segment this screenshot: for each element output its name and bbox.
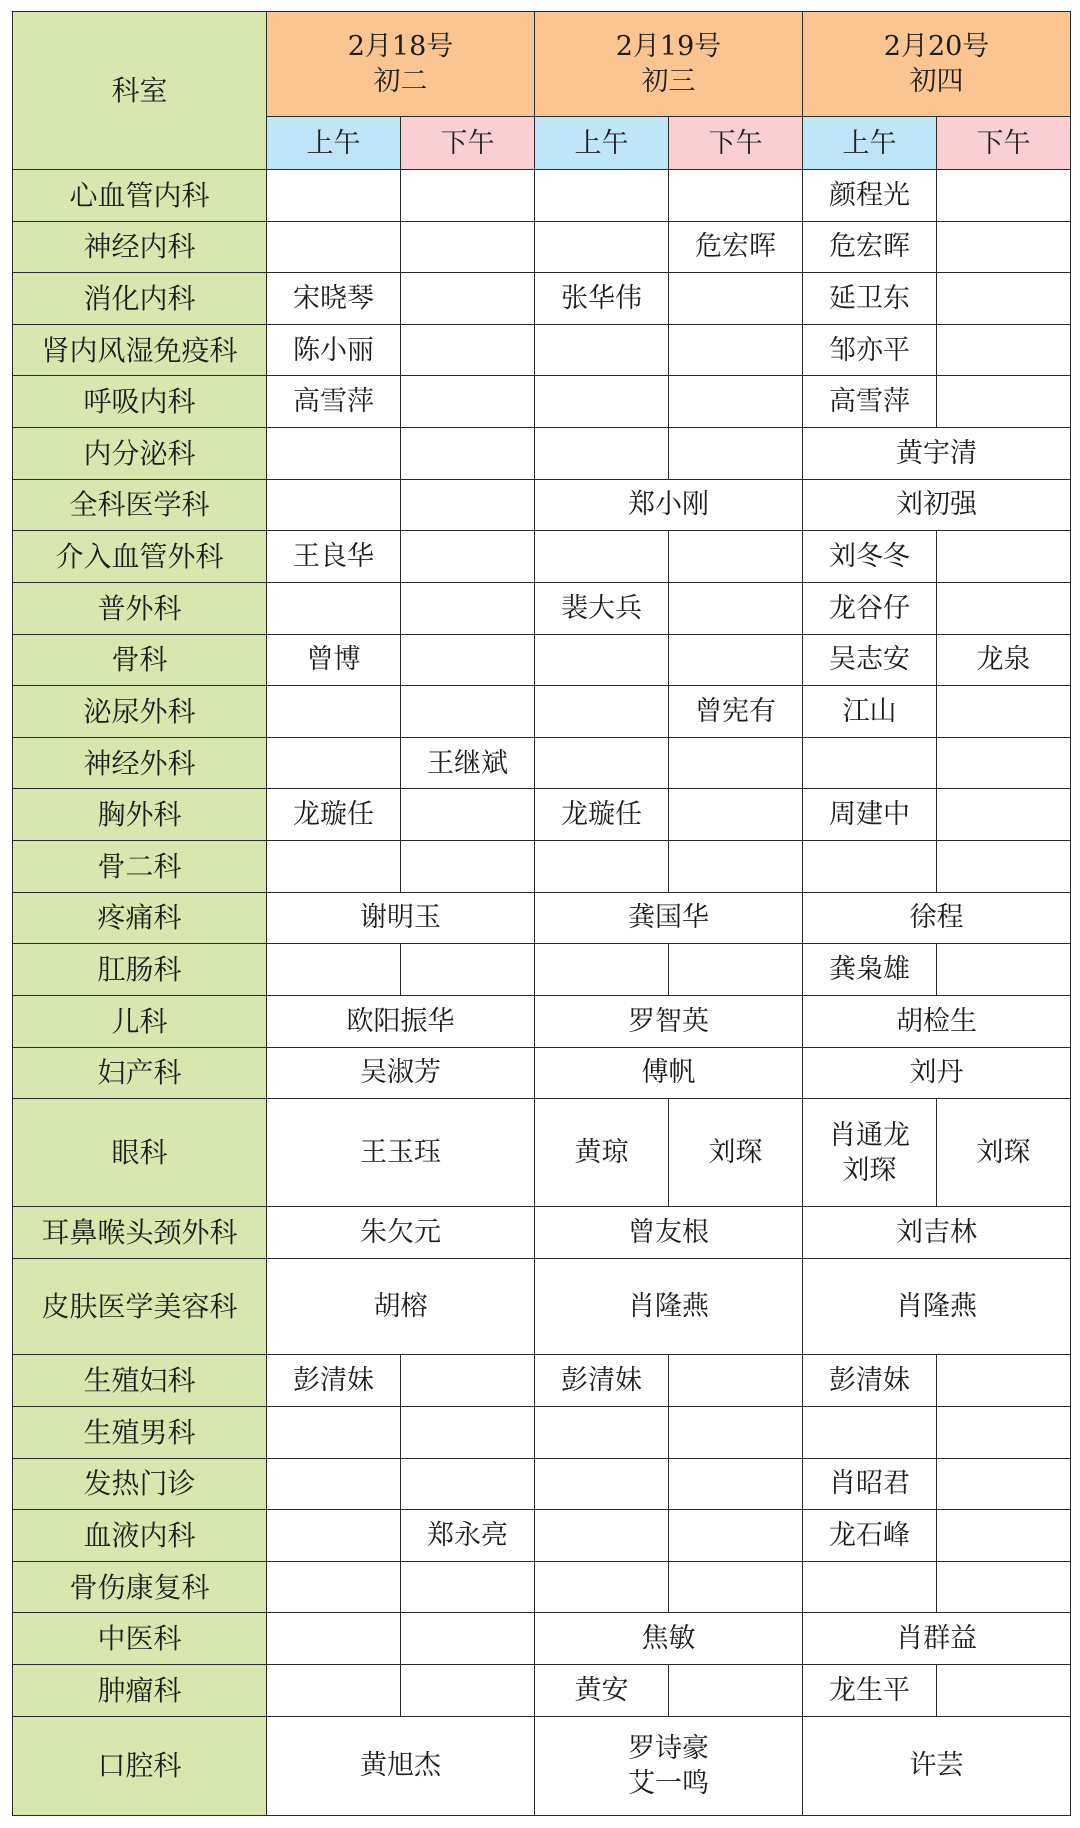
doctor-cell	[535, 1561, 669, 1613]
department-name: 介入血管外科	[13, 531, 267, 583]
doctor-cell	[937, 1099, 1071, 1207]
doctor-name: 刘吉林	[896, 1217, 978, 1249]
doctor-name: 龙谷仔	[829, 592, 911, 624]
doctor-cell	[535, 1613, 803, 1665]
doctor-name: 肖隆燕	[896, 1291, 978, 1323]
morning-header: 上午	[803, 117, 937, 170]
schedule-row	[13, 1099, 1071, 1207]
doctor-cell	[535, 324, 669, 376]
doctor-cell	[267, 944, 401, 996]
schedule-row	[13, 1207, 1071, 1259]
doctor-name: 龙石峰	[829, 1519, 911, 1551]
doctor-cell	[401, 273, 535, 325]
doctor-name: 彭清妹	[293, 1365, 374, 1397]
doctor-name: 胡榕	[373, 1291, 428, 1323]
doctor-cell	[267, 582, 401, 634]
doctor-name: 艾一鸣	[628, 1767, 710, 1799]
doctor-cell	[669, 582, 803, 634]
doctor-name: 延卫东	[829, 282, 911, 314]
doctor-cell	[803, 1716, 1071, 1815]
lunar-date-label: 初二	[373, 66, 428, 98]
doctor-name: 吴淑芳	[360, 1057, 441, 1089]
schedule-row	[13, 944, 1071, 996]
schedule-row	[13, 479, 1071, 531]
schedule-row	[13, 1259, 1071, 1355]
doctor-cell	[267, 428, 401, 480]
doctor-cell	[535, 1047, 803, 1099]
doctor-cell	[535, 737, 669, 789]
doctor-cell	[267, 1099, 535, 1207]
doctor-cell	[937, 1406, 1071, 1458]
department-name: 呼吸内科	[13, 376, 267, 428]
doctor-cell	[669, 686, 803, 738]
doctor-cell	[401, 169, 535, 221]
doctor-cell	[267, 531, 401, 583]
doctor-cell	[401, 944, 535, 996]
department-name: 口腔科	[13, 1716, 267, 1815]
doctor-name: 黄琼	[574, 1137, 629, 1169]
doctor-cell	[803, 324, 937, 376]
doctor-cell	[267, 1406, 401, 1458]
doctor-cell	[937, 1665, 1071, 1717]
doctor-cell	[401, 1458, 535, 1510]
doctor-cell	[401, 1406, 535, 1458]
doctor-cell	[803, 686, 937, 738]
schedule-row	[13, 1458, 1071, 1510]
doctor-cell	[401, 582, 535, 634]
doctor-cell	[267, 686, 401, 738]
doctor-cell	[803, 273, 937, 325]
department-name: 骨二科	[13, 841, 267, 893]
doctor-cell	[937, 634, 1071, 686]
doctor-cell	[535, 634, 669, 686]
department-name: 中医科	[13, 1613, 267, 1665]
doctor-name: 江山	[842, 695, 897, 727]
date-header-2	[535, 12, 803, 117]
doctor-cell	[267, 376, 401, 428]
doctor-cell	[669, 1458, 803, 1510]
department-name: 神经外科	[13, 737, 267, 789]
doctor-name: 龙生平	[829, 1674, 911, 1706]
doctor-name: 彭清妹	[561, 1365, 643, 1397]
doctor-name: 周建中	[829, 799, 911, 831]
morning-header: 上午	[535, 117, 669, 170]
doctor-cell	[267, 1458, 401, 1510]
doctor-cell	[535, 841, 669, 893]
doctor-name: 危宏晖	[695, 231, 777, 263]
doctor-cell	[669, 1665, 803, 1717]
doctor-name: 许芸	[909, 1750, 964, 1782]
doctor-name: 傅帆	[641, 1057, 696, 1089]
doctor-cell	[267, 1561, 401, 1613]
department-name: 疼痛科	[13, 892, 267, 944]
schedule-row	[13, 1406, 1071, 1458]
schedule-row	[13, 324, 1071, 376]
doctor-name: 朱欠元	[360, 1217, 441, 1249]
schedule-row	[13, 841, 1071, 893]
doctor-cell	[669, 221, 803, 273]
schedule-row	[13, 376, 1071, 428]
doctor-cell	[535, 479, 803, 531]
schedule-row	[13, 169, 1071, 221]
doctor-name: 郑永亮	[427, 1519, 508, 1551]
doctor-cell	[803, 582, 937, 634]
doctor-cell	[401, 221, 535, 273]
doctor-cell	[937, 324, 1071, 376]
doctor-name: 彭清妹	[829, 1365, 911, 1397]
doctor-cell	[937, 1510, 1071, 1562]
doctor-cell	[803, 1406, 937, 1458]
schedule-row	[13, 1561, 1071, 1613]
doctor-name: 郑小刚	[628, 489, 710, 521]
doctor-name: 宋晓琴	[293, 282, 374, 314]
doctor-name: 曾友根	[628, 1217, 710, 1249]
doctor-cell	[937, 1355, 1071, 1407]
date-label: 2月20号	[883, 31, 990, 63]
doctor-cell	[401, 479, 535, 531]
afternoon-header: 下午	[937, 117, 1071, 170]
doctor-cell	[535, 428, 669, 480]
doctor-cell	[803, 1099, 937, 1207]
doctor-cell	[267, 1207, 535, 1259]
date-header-3	[803, 12, 1071, 117]
doctor-cell	[535, 995, 803, 1047]
doctor-name: 刘冬冬	[829, 541, 911, 573]
doctor-name: 肖昭君	[829, 1468, 911, 1500]
doctor-cell	[401, 737, 535, 789]
doctor-cell	[267, 1259, 535, 1355]
doctor-cell	[803, 1561, 937, 1613]
doctor-cell	[535, 1716, 803, 1815]
doctor-cell	[937, 1561, 1071, 1613]
doctor-cell	[937, 531, 1071, 583]
department-column-header: 科室	[13, 12, 267, 170]
doctor-name: 刘琛	[708, 1137, 763, 1169]
doctor-name: 王继斌	[427, 747, 508, 779]
doctor-cell	[669, 737, 803, 789]
doctor-cell	[937, 789, 1071, 841]
doctor-cell	[803, 789, 937, 841]
doctor-cell	[535, 1355, 669, 1407]
schedule-row	[13, 789, 1071, 841]
doctor-cell	[535, 789, 669, 841]
doctor-cell	[669, 324, 803, 376]
doctor-name: 曾宪有	[695, 695, 777, 727]
doctor-name: 龙璇任	[561, 799, 643, 831]
doctor-cell	[669, 789, 803, 841]
doctor-cell	[401, 634, 535, 686]
doctor-cell	[535, 1458, 669, 1510]
doctor-cell	[535, 582, 669, 634]
department-name: 肛肠科	[13, 944, 267, 996]
doctor-cell	[803, 1665, 937, 1717]
doctor-cell	[803, 169, 937, 221]
date-label: 2月19号	[615, 31, 722, 63]
doctor-name: 刘丹	[909, 1057, 964, 1089]
department-name: 骨伤康复科	[13, 1561, 267, 1613]
doctor-cell	[803, 428, 1071, 480]
schedule-row	[13, 1613, 1071, 1665]
doctor-cell	[803, 1047, 1071, 1099]
doctor-name: 黄宇清	[896, 437, 978, 469]
doctor-cell	[535, 1406, 669, 1458]
doctor-cell	[535, 273, 669, 325]
department-name: 眼科	[13, 1099, 267, 1207]
doctor-name: 刘琛	[842, 1154, 897, 1186]
doctor-name: 龚枭雄	[829, 954, 911, 986]
schedule-row	[13, 634, 1071, 686]
doctor-cell	[803, 995, 1071, 1047]
doctor-cell	[803, 1510, 937, 1562]
doctor-cell	[267, 1665, 401, 1717]
doctor-cell	[267, 273, 401, 325]
department-name: 肿瘤科	[13, 1665, 267, 1717]
doctor-name: 欧阳振华	[346, 1005, 455, 1037]
doctor-cell	[401, 324, 535, 376]
doctor-cell	[267, 841, 401, 893]
department-name: 耳鼻喉头颈外科	[13, 1207, 267, 1259]
doctor-name: 邹亦平	[829, 334, 911, 366]
doctor-cell	[669, 1355, 803, 1407]
doctor-name: 焦敏	[641, 1623, 696, 1655]
doctor-name: 徐程	[909, 902, 964, 934]
doctor-cell	[267, 169, 401, 221]
department-name: 发热门诊	[13, 1458, 267, 1510]
afternoon-header: 下午	[669, 117, 803, 170]
date-header-1	[267, 12, 535, 117]
doctor-cell	[535, 169, 669, 221]
department-name: 消化内科	[13, 273, 267, 325]
doctor-cell	[937, 1458, 1071, 1510]
department-name: 普外科	[13, 582, 267, 634]
doctor-name: 黄旭杰	[360, 1750, 441, 1782]
doctor-cell	[937, 582, 1071, 634]
doctor-cell	[937, 376, 1071, 428]
doctor-cell	[535, 221, 669, 273]
doctor-name: 肖通龙	[829, 1119, 911, 1151]
doctor-name: 罗诗豪	[628, 1732, 710, 1764]
doctor-cell	[803, 944, 937, 996]
department-name: 心血管内科	[13, 169, 267, 221]
doctor-cell	[267, 1716, 535, 1815]
schedule-row	[13, 892, 1071, 944]
doctor-cell	[803, 1613, 1071, 1665]
doctor-cell	[803, 1207, 1071, 1259]
schedule-row	[13, 1665, 1071, 1717]
doctor-cell	[669, 841, 803, 893]
doctor-cell	[401, 1510, 535, 1562]
doctor-cell	[535, 1099, 669, 1207]
schedule-row	[13, 273, 1071, 325]
doctor-cell	[669, 1099, 803, 1207]
doctor-cell	[803, 841, 937, 893]
doctor-cell	[267, 1510, 401, 1562]
doctor-cell	[669, 1561, 803, 1613]
date-header-row	[13, 12, 1071, 117]
doctor-name: 龚国华	[628, 902, 710, 934]
department-name: 全科医学科	[13, 479, 267, 531]
doctor-cell	[937, 221, 1071, 273]
doctor-name: 高雪萍	[829, 386, 911, 418]
doctor-cell	[401, 841, 535, 893]
schedule-row	[13, 531, 1071, 583]
doctor-name: 刘初强	[896, 489, 978, 521]
doctor-cell	[401, 1355, 535, 1407]
schedule-row	[13, 428, 1071, 480]
doctor-cell	[803, 892, 1071, 944]
doctor-cell	[401, 376, 535, 428]
doctor-name: 黄安	[574, 1674, 629, 1706]
doctor-name: 颜程光	[829, 179, 911, 211]
doctor-cell	[803, 376, 937, 428]
schedule-row	[13, 1047, 1071, 1099]
department-name: 妇产科	[13, 1047, 267, 1099]
doctor-cell	[267, 1613, 401, 1665]
doctor-cell	[401, 1613, 535, 1665]
doctor-cell	[803, 531, 937, 583]
doctor-cell	[267, 324, 401, 376]
doctor-name: 高雪萍	[293, 386, 374, 418]
doctor-name: 罗智英	[628, 1005, 710, 1037]
doctor-name: 吴志安	[829, 644, 911, 676]
department-name: 血液内科	[13, 1510, 267, 1562]
department-name: 内分泌科	[13, 428, 267, 480]
doctor-cell	[669, 1406, 803, 1458]
doctor-cell	[267, 1047, 535, 1099]
doctor-cell	[803, 737, 937, 789]
department-name: 生殖妇科	[13, 1355, 267, 1407]
doctor-name: 肖隆燕	[628, 1291, 710, 1323]
duty-schedule-table	[12, 11, 1071, 1816]
schedule-row	[13, 1716, 1071, 1815]
doctor-name: 肖群益	[896, 1623, 978, 1655]
doctor-cell	[267, 1355, 401, 1407]
doctor-cell	[267, 634, 401, 686]
doctor-cell	[937, 169, 1071, 221]
doctor-cell	[267, 892, 535, 944]
doctor-cell	[401, 428, 535, 480]
morning-header: 上午	[267, 117, 401, 170]
schedule-row	[13, 1510, 1071, 1562]
department-name: 骨科	[13, 634, 267, 686]
department-name: 胸外科	[13, 789, 267, 841]
doctor-cell	[535, 1665, 669, 1717]
doctor-cell	[535, 1207, 803, 1259]
date-label: 2月18号	[347, 31, 454, 63]
department-name: 皮肤医学美容科	[13, 1259, 267, 1355]
doctor-cell	[803, 1458, 937, 1510]
doctor-cell	[669, 169, 803, 221]
schedule-row	[13, 737, 1071, 789]
doctor-name: 张华伟	[561, 282, 643, 314]
doctor-cell	[937, 273, 1071, 325]
doctor-name: 王玉珏	[360, 1137, 441, 1169]
doctor-cell	[669, 376, 803, 428]
doctor-cell	[803, 634, 937, 686]
doctor-cell	[937, 841, 1071, 893]
doctor-cell	[267, 479, 401, 531]
doctor-cell	[803, 1259, 1071, 1355]
doctor-cell	[937, 686, 1071, 738]
schedule-row	[13, 221, 1071, 273]
doctor-cell	[535, 944, 669, 996]
schedule-body	[13, 12, 1071, 1816]
doctor-cell	[535, 892, 803, 944]
doctor-cell	[669, 273, 803, 325]
doctor-cell	[267, 221, 401, 273]
doctor-cell	[401, 789, 535, 841]
doctor-cell	[267, 789, 401, 841]
doctor-name: 危宏晖	[829, 231, 911, 263]
lunar-date-label: 初三	[641, 66, 696, 98]
doctor-name: 刘琛	[976, 1137, 1031, 1169]
doctor-name: 谢明玉	[360, 902, 441, 934]
doctor-name: 龙璇任	[293, 799, 374, 831]
doctor-cell	[535, 531, 669, 583]
doctor-cell	[535, 1259, 803, 1355]
doctor-cell	[401, 686, 535, 738]
doctor-cell	[803, 221, 937, 273]
schedule-row	[13, 1355, 1071, 1407]
doctor-cell	[669, 634, 803, 686]
doctor-cell	[803, 479, 1071, 531]
doctor-cell	[937, 944, 1071, 996]
department-name: 肾内风湿免疫科	[13, 324, 267, 376]
doctor-name: 曾博	[306, 644, 361, 676]
doctor-name: 陈小丽	[293, 334, 374, 366]
afternoon-header: 下午	[401, 117, 535, 170]
doctor-cell	[803, 1355, 937, 1407]
doctor-cell	[535, 686, 669, 738]
doctor-cell	[267, 737, 401, 789]
department-name: 儿科	[13, 995, 267, 1047]
doctor-cell	[535, 376, 669, 428]
doctor-cell	[401, 531, 535, 583]
lunar-date-label: 初四	[909, 66, 964, 98]
doctor-cell	[669, 1510, 803, 1562]
doctor-cell	[401, 1665, 535, 1717]
schedule-row	[13, 582, 1071, 634]
doctor-cell	[937, 737, 1071, 789]
department-name: 神经内科	[13, 221, 267, 273]
doctor-name: 龙泉	[976, 644, 1031, 676]
department-name: 生殖男科	[13, 1406, 267, 1458]
doctor-name: 王良华	[293, 541, 374, 573]
doctor-cell	[669, 944, 803, 996]
doctor-cell	[401, 1561, 535, 1613]
doctor-name: 胡检生	[896, 1005, 978, 1037]
doctor-cell	[669, 531, 803, 583]
doctor-cell	[535, 1510, 669, 1562]
department-name: 泌尿外科	[13, 686, 267, 738]
doctor-cell	[267, 995, 535, 1047]
doctor-cell	[669, 428, 803, 480]
doctor-name: 裴大兵	[561, 592, 643, 624]
schedule-row	[13, 995, 1071, 1047]
schedule-row	[13, 686, 1071, 738]
